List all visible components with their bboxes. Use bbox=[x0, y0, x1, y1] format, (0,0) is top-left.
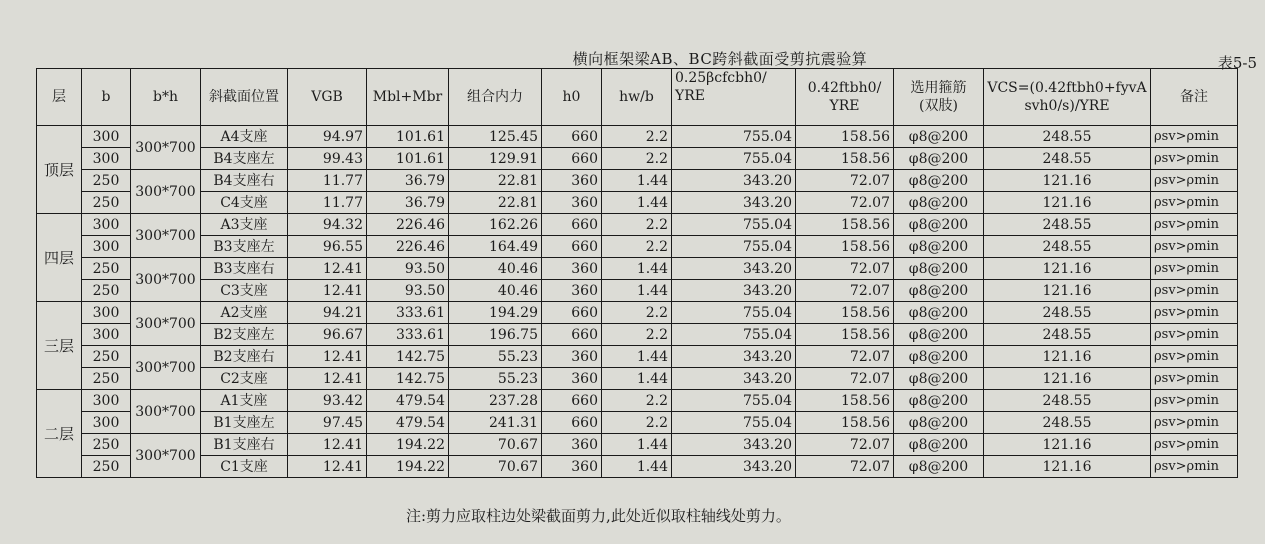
cell-vgb: 93.42 bbox=[288, 390, 367, 412]
cell-b: 250 bbox=[82, 258, 131, 280]
cell-vgb: 11.77 bbox=[288, 170, 367, 192]
cell-h0: 660 bbox=[542, 390, 602, 412]
cell-combined-force: 40.46 bbox=[449, 258, 542, 280]
header-vcs-line1: VCS=(0.42ftbh0+fyvA bbox=[987, 80, 1147, 96]
cell-b: 300 bbox=[82, 324, 131, 346]
cell-b: 250 bbox=[82, 368, 131, 390]
cell-hw-b: 2.2 bbox=[602, 236, 672, 258]
cell-h0: 360 bbox=[542, 170, 602, 192]
cell-stirrup: φ8@200 bbox=[894, 390, 984, 412]
cell-combined-force: 237.28 bbox=[449, 390, 542, 412]
cell-h0: 660 bbox=[542, 148, 602, 170]
cell-vgb: 97.45 bbox=[288, 412, 367, 434]
cell-concrete-shear: 72.07 bbox=[796, 456, 894, 478]
cell-section-limit: 755.04 bbox=[672, 390, 796, 412]
cell-vcs: 248.55 bbox=[984, 390, 1151, 412]
cell-bh: 300*700 bbox=[131, 434, 201, 478]
header-stirrup-line2: (双肢) bbox=[919, 98, 958, 114]
header-floor: 层 bbox=[37, 69, 82, 126]
cell-stirrup: φ8@200 bbox=[894, 324, 984, 346]
cell-vcs: 121.16 bbox=[984, 434, 1151, 456]
cell-section-limit: 343.20 bbox=[672, 434, 796, 456]
cell-b: 250 bbox=[82, 346, 131, 368]
header-combined-force: 组合内力 bbox=[449, 69, 542, 126]
cell-hw-b: 2.2 bbox=[602, 214, 672, 236]
cell-moment: 226.46 bbox=[367, 214, 449, 236]
cell-section-limit: 755.04 bbox=[672, 236, 796, 258]
cell-hw-b: 2.2 bbox=[602, 148, 672, 170]
cell-position: B4支座右 bbox=[201, 170, 288, 192]
cell-stirrup: φ8@200 bbox=[894, 456, 984, 478]
cell-hw-b: 2.2 bbox=[602, 412, 672, 434]
cell-stirrup: φ8@200 bbox=[894, 302, 984, 324]
table-row bbox=[37, 302, 1238, 324]
cell-combined-force: 241.31 bbox=[449, 412, 542, 434]
cell-vgb: 12.41 bbox=[288, 346, 367, 368]
cell-vgb: 99.43 bbox=[288, 148, 367, 170]
cell-vcs: 248.55 bbox=[984, 214, 1151, 236]
cell-vcs: 121.16 bbox=[984, 368, 1151, 390]
cell-h0: 660 bbox=[542, 126, 602, 148]
cell-concrete-shear: 158.56 bbox=[796, 324, 894, 346]
cell-hw-b: 1.44 bbox=[602, 346, 672, 368]
cell-remark: ρsv>ρmin bbox=[1151, 324, 1238, 346]
cell-remark: ρsv>ρmin bbox=[1151, 456, 1238, 478]
header-vcs bbox=[984, 69, 1151, 126]
cell-vcs: 248.55 bbox=[984, 148, 1151, 170]
cell-moment: 226.46 bbox=[367, 236, 449, 258]
cell-section-limit: 343.20 bbox=[672, 258, 796, 280]
cell-section-limit: 343.20 bbox=[672, 170, 796, 192]
cell-hw-b: 1.44 bbox=[602, 280, 672, 302]
table-title: 横向框架梁AB、BC跨斜截面受剪抗震验算 bbox=[572, 50, 868, 68]
cell-concrete-shear: 72.07 bbox=[796, 280, 894, 302]
cell-remark: ρsv>ρmin bbox=[1151, 126, 1238, 148]
table-row bbox=[37, 324, 1238, 346]
header-section-position: 斜截面位置 bbox=[201, 69, 288, 126]
cell-position: C1支座 bbox=[201, 456, 288, 478]
cell-combined-force: 40.46 bbox=[449, 280, 542, 302]
cell-hw-b: 1.44 bbox=[602, 258, 672, 280]
cell-remark: ρsv>ρmin bbox=[1151, 368, 1238, 390]
cell-moment: 479.54 bbox=[367, 390, 449, 412]
cell-section-limit: 343.20 bbox=[672, 346, 796, 368]
header-h0: h0 bbox=[542, 69, 602, 126]
cell-stirrup: φ8@200 bbox=[894, 346, 984, 368]
cell-combined-force: 196.75 bbox=[449, 324, 542, 346]
cell-vcs: 248.55 bbox=[984, 324, 1151, 346]
header-hw-b: hw/b bbox=[602, 69, 672, 126]
cell-vgb: 12.41 bbox=[288, 258, 367, 280]
table-body bbox=[37, 126, 1238, 478]
cell-moment: 93.50 bbox=[367, 280, 449, 302]
cell-position: B2支座左 bbox=[201, 324, 288, 346]
cell-vcs: 248.55 bbox=[984, 126, 1151, 148]
cell-moment: 101.61 bbox=[367, 148, 449, 170]
cell-vgb: 12.41 bbox=[288, 456, 367, 478]
cell-combined-force: 125.45 bbox=[449, 126, 542, 148]
table-row bbox=[37, 390, 1238, 412]
cell-stirrup: φ8@200 bbox=[894, 148, 984, 170]
table-row bbox=[37, 126, 1238, 148]
cell-b: 250 bbox=[82, 434, 131, 456]
cell-hw-b: 2.2 bbox=[602, 390, 672, 412]
cell-moment: 479.54 bbox=[367, 412, 449, 434]
cell-concrete-shear: 72.07 bbox=[796, 192, 894, 214]
cell-combined-force: 22.81 bbox=[449, 170, 542, 192]
table-row bbox=[37, 214, 1238, 236]
cell-concrete-shear: 158.56 bbox=[796, 214, 894, 236]
cell-h0: 660 bbox=[542, 302, 602, 324]
header-concrete-shear bbox=[796, 69, 894, 126]
cell-vcs: 121.16 bbox=[984, 346, 1151, 368]
cell-concrete-shear: 72.07 bbox=[796, 368, 894, 390]
cell-bh: 300*700 bbox=[131, 170, 201, 214]
cell-bh: 300*700 bbox=[131, 390, 201, 434]
cell-combined-force: 70.67 bbox=[449, 456, 542, 478]
cell-b: 300 bbox=[82, 236, 131, 258]
cell-remark: ρsv>ρmin bbox=[1151, 280, 1238, 302]
cell-combined-force: 164.49 bbox=[449, 236, 542, 258]
cell-b: 250 bbox=[82, 456, 131, 478]
cell-stirrup: φ8@200 bbox=[894, 126, 984, 148]
header-remark: 备注 bbox=[1151, 69, 1238, 126]
footnote: 注:剪力应取柱边处梁截面剪力,此处近似取柱轴线处剪力。 bbox=[406, 507, 791, 525]
header-section-limit bbox=[672, 69, 796, 126]
header-moment: Mbl+Mbr bbox=[367, 69, 449, 126]
cell-position: A2支座 bbox=[201, 302, 288, 324]
header-vgb: VGB bbox=[288, 69, 367, 126]
cell-vcs: 121.16 bbox=[984, 258, 1151, 280]
cell-vcs: 248.55 bbox=[984, 412, 1151, 434]
cell-concrete-shear: 158.56 bbox=[796, 148, 894, 170]
cell-position: C2支座 bbox=[201, 368, 288, 390]
cell-moment: 333.61 bbox=[367, 324, 449, 346]
cell-vcs: 121.16 bbox=[984, 456, 1151, 478]
cell-h0: 360 bbox=[542, 346, 602, 368]
table-row bbox=[37, 280, 1238, 302]
table-row bbox=[37, 434, 1238, 456]
cell-position: A3支座 bbox=[201, 214, 288, 236]
cell-section-limit: 755.04 bbox=[672, 324, 796, 346]
cell-position: A1支座 bbox=[201, 390, 288, 412]
cell-h0: 360 bbox=[542, 434, 602, 456]
cell-moment: 142.75 bbox=[367, 346, 449, 368]
cell-section-limit: 755.04 bbox=[672, 412, 796, 434]
cell-h0: 360 bbox=[542, 280, 602, 302]
cell-combined-force: 194.29 bbox=[449, 302, 542, 324]
cell-moment: 101.61 bbox=[367, 126, 449, 148]
cell-remark: ρsv>ρmin bbox=[1151, 346, 1238, 368]
cell-combined-force: 129.91 bbox=[449, 148, 542, 170]
cell-h0: 660 bbox=[542, 412, 602, 434]
header-stirrup-line1: 选用箍筋 bbox=[910, 80, 967, 96]
cell-hw-b: 1.44 bbox=[602, 192, 672, 214]
cell-position: B4支座左 bbox=[201, 148, 288, 170]
header-concrete-shear-line2: ΥRE bbox=[829, 98, 860, 114]
cell-vcs: 248.55 bbox=[984, 236, 1151, 258]
cell-hw-b: 1.44 bbox=[602, 170, 672, 192]
cell-remark: ρsv>ρmin bbox=[1151, 148, 1238, 170]
cell-position: B2支座右 bbox=[201, 346, 288, 368]
cell-remark: ρsv>ρmin bbox=[1151, 302, 1238, 324]
cell-vcs: 248.55 bbox=[984, 302, 1151, 324]
header-vcs-line2: svh0/s)/ΥRE bbox=[1024, 98, 1110, 114]
cell-section-limit: 755.04 bbox=[672, 126, 796, 148]
cell-position: C4支座 bbox=[201, 192, 288, 214]
cell-stirrup: φ8@200 bbox=[894, 170, 984, 192]
cell-section-limit: 755.04 bbox=[672, 148, 796, 170]
table-row bbox=[37, 368, 1238, 390]
cell-section-limit: 343.20 bbox=[672, 368, 796, 390]
cell-moment: 333.61 bbox=[367, 302, 449, 324]
table-row bbox=[37, 236, 1238, 258]
cell-hw-b: 2.2 bbox=[602, 126, 672, 148]
cell-section-limit: 343.20 bbox=[672, 280, 796, 302]
cell-b: 250 bbox=[82, 192, 131, 214]
cell-position: C3支座 bbox=[201, 280, 288, 302]
header-bh: b*h bbox=[131, 69, 201, 126]
cell-remark: ρsv>ρmin bbox=[1151, 390, 1238, 412]
cell-hw-b: 2.2 bbox=[602, 324, 672, 346]
cell-concrete-shear: 158.56 bbox=[796, 390, 894, 412]
cell-moment: 194.22 bbox=[367, 456, 449, 478]
cell-b: 300 bbox=[82, 302, 131, 324]
cell-moment: 93.50 bbox=[367, 258, 449, 280]
table-row bbox=[37, 148, 1238, 170]
cell-hw-b: 1.44 bbox=[602, 434, 672, 456]
cell-moment: 36.79 bbox=[367, 192, 449, 214]
header-stirrup bbox=[894, 69, 984, 126]
floor-label: 三层 bbox=[37, 302, 82, 390]
cell-b: 250 bbox=[82, 170, 131, 192]
header-b: b bbox=[82, 69, 131, 126]
header-row bbox=[37, 69, 1238, 126]
cell-stirrup: φ8@200 bbox=[894, 258, 984, 280]
table-row bbox=[37, 258, 1238, 280]
cell-remark: ρsv>ρmin bbox=[1151, 258, 1238, 280]
table-number: 表5-5 bbox=[1217, 54, 1257, 72]
cell-b: 300 bbox=[82, 390, 131, 412]
cell-vgb: 94.97 bbox=[288, 126, 367, 148]
cell-position: B3支座右 bbox=[201, 258, 288, 280]
cell-bh: 300*700 bbox=[131, 302, 201, 346]
cell-hw-b: 1.44 bbox=[602, 368, 672, 390]
cell-h0: 360 bbox=[542, 192, 602, 214]
cell-h0: 360 bbox=[542, 368, 602, 390]
cell-bh: 300*700 bbox=[131, 258, 201, 302]
cell-position: B3支座左 bbox=[201, 236, 288, 258]
header-section-limit-line1: 0.25βcfcbh0/ bbox=[675, 70, 767, 86]
cell-remark: ρsv>ρmin bbox=[1151, 434, 1238, 456]
header-concrete-shear-line1: 0.42ftbh0/ bbox=[807, 80, 882, 96]
cell-vcs: 121.16 bbox=[984, 192, 1151, 214]
cell-concrete-shear: 158.56 bbox=[796, 412, 894, 434]
cell-concrete-shear: 72.07 bbox=[796, 434, 894, 456]
floor-label: 二层 bbox=[37, 390, 82, 478]
cell-combined-force: 70.67 bbox=[449, 434, 542, 456]
cell-concrete-shear: 72.07 bbox=[796, 258, 894, 280]
cell-h0: 360 bbox=[542, 258, 602, 280]
cell-bh: 300*700 bbox=[131, 126, 201, 170]
cell-h0: 660 bbox=[542, 324, 602, 346]
cell-stirrup: φ8@200 bbox=[894, 236, 984, 258]
cell-vgb: 12.41 bbox=[288, 280, 367, 302]
header-section-limit-line2: ΥRE bbox=[675, 88, 706, 104]
table-row bbox=[37, 346, 1238, 368]
cell-moment: 142.75 bbox=[367, 368, 449, 390]
cell-vgb: 94.32 bbox=[288, 214, 367, 236]
cell-vcs: 121.16 bbox=[984, 170, 1151, 192]
cell-position: A4支座 bbox=[201, 126, 288, 148]
cell-concrete-shear: 158.56 bbox=[796, 302, 894, 324]
cell-vgb: 96.55 bbox=[288, 236, 367, 258]
cell-stirrup: φ8@200 bbox=[894, 214, 984, 236]
cell-vcs: 121.16 bbox=[984, 280, 1151, 302]
cell-section-limit: 343.20 bbox=[672, 456, 796, 478]
cell-stirrup: φ8@200 bbox=[894, 192, 984, 214]
cell-h0: 660 bbox=[542, 236, 602, 258]
table-row bbox=[37, 170, 1238, 192]
cell-combined-force: 162.26 bbox=[449, 214, 542, 236]
cell-stirrup: φ8@200 bbox=[894, 368, 984, 390]
table-row bbox=[37, 412, 1238, 434]
cell-section-limit: 755.04 bbox=[672, 214, 796, 236]
cell-stirrup: φ8@200 bbox=[894, 434, 984, 456]
cell-bh: 300*700 bbox=[131, 346, 201, 390]
cell-remark: ρsv>ρmin bbox=[1151, 170, 1238, 192]
cell-moment: 194.22 bbox=[367, 434, 449, 456]
floor-label: 顶层 bbox=[37, 126, 82, 214]
cell-section-limit: 755.04 bbox=[672, 302, 796, 324]
cell-vgb: 94.21 bbox=[288, 302, 367, 324]
cell-hw-b: 1.44 bbox=[602, 456, 672, 478]
cell-concrete-shear: 158.56 bbox=[796, 236, 894, 258]
cell-b: 250 bbox=[82, 280, 131, 302]
cell-vgb: 11.77 bbox=[288, 192, 367, 214]
table-row bbox=[37, 456, 1238, 478]
cell-remark: ρsv>ρmin bbox=[1151, 412, 1238, 434]
cell-combined-force: 22.81 bbox=[449, 192, 542, 214]
cell-combined-force: 55.23 bbox=[449, 346, 542, 368]
cell-remark: ρsv>ρmin bbox=[1151, 214, 1238, 236]
cell-remark: ρsv>ρmin bbox=[1151, 236, 1238, 258]
cell-b: 300 bbox=[82, 412, 131, 434]
cell-concrete-shear: 72.07 bbox=[796, 170, 894, 192]
cell-section-limit: 343.20 bbox=[672, 192, 796, 214]
cell-remark: ρsv>ρmin bbox=[1151, 192, 1238, 214]
cell-concrete-shear: 72.07 bbox=[796, 346, 894, 368]
cell-h0: 360 bbox=[542, 456, 602, 478]
cell-vgb: 12.41 bbox=[288, 434, 367, 456]
cell-h0: 660 bbox=[542, 214, 602, 236]
cell-concrete-shear: 158.56 bbox=[796, 126, 894, 148]
cell-b: 300 bbox=[82, 214, 131, 236]
cell-bh: 300*700 bbox=[131, 214, 201, 258]
cell-moment: 36.79 bbox=[367, 170, 449, 192]
cell-combined-force: 55.23 bbox=[449, 368, 542, 390]
floor-label: 四层 bbox=[37, 214, 82, 302]
cell-b: 300 bbox=[82, 126, 131, 148]
cell-b: 300 bbox=[82, 148, 131, 170]
table-row bbox=[37, 192, 1238, 214]
cell-vgb: 12.41 bbox=[288, 368, 367, 390]
cell-position: B1支座右 bbox=[201, 434, 288, 456]
cell-hw-b: 2.2 bbox=[602, 302, 672, 324]
cell-stirrup: φ8@200 bbox=[894, 280, 984, 302]
cell-vgb: 96.67 bbox=[288, 324, 367, 346]
cell-stirrup: φ8@200 bbox=[894, 412, 984, 434]
cell-position: B1支座左 bbox=[201, 412, 288, 434]
shear-check-table bbox=[36, 68, 1238, 478]
